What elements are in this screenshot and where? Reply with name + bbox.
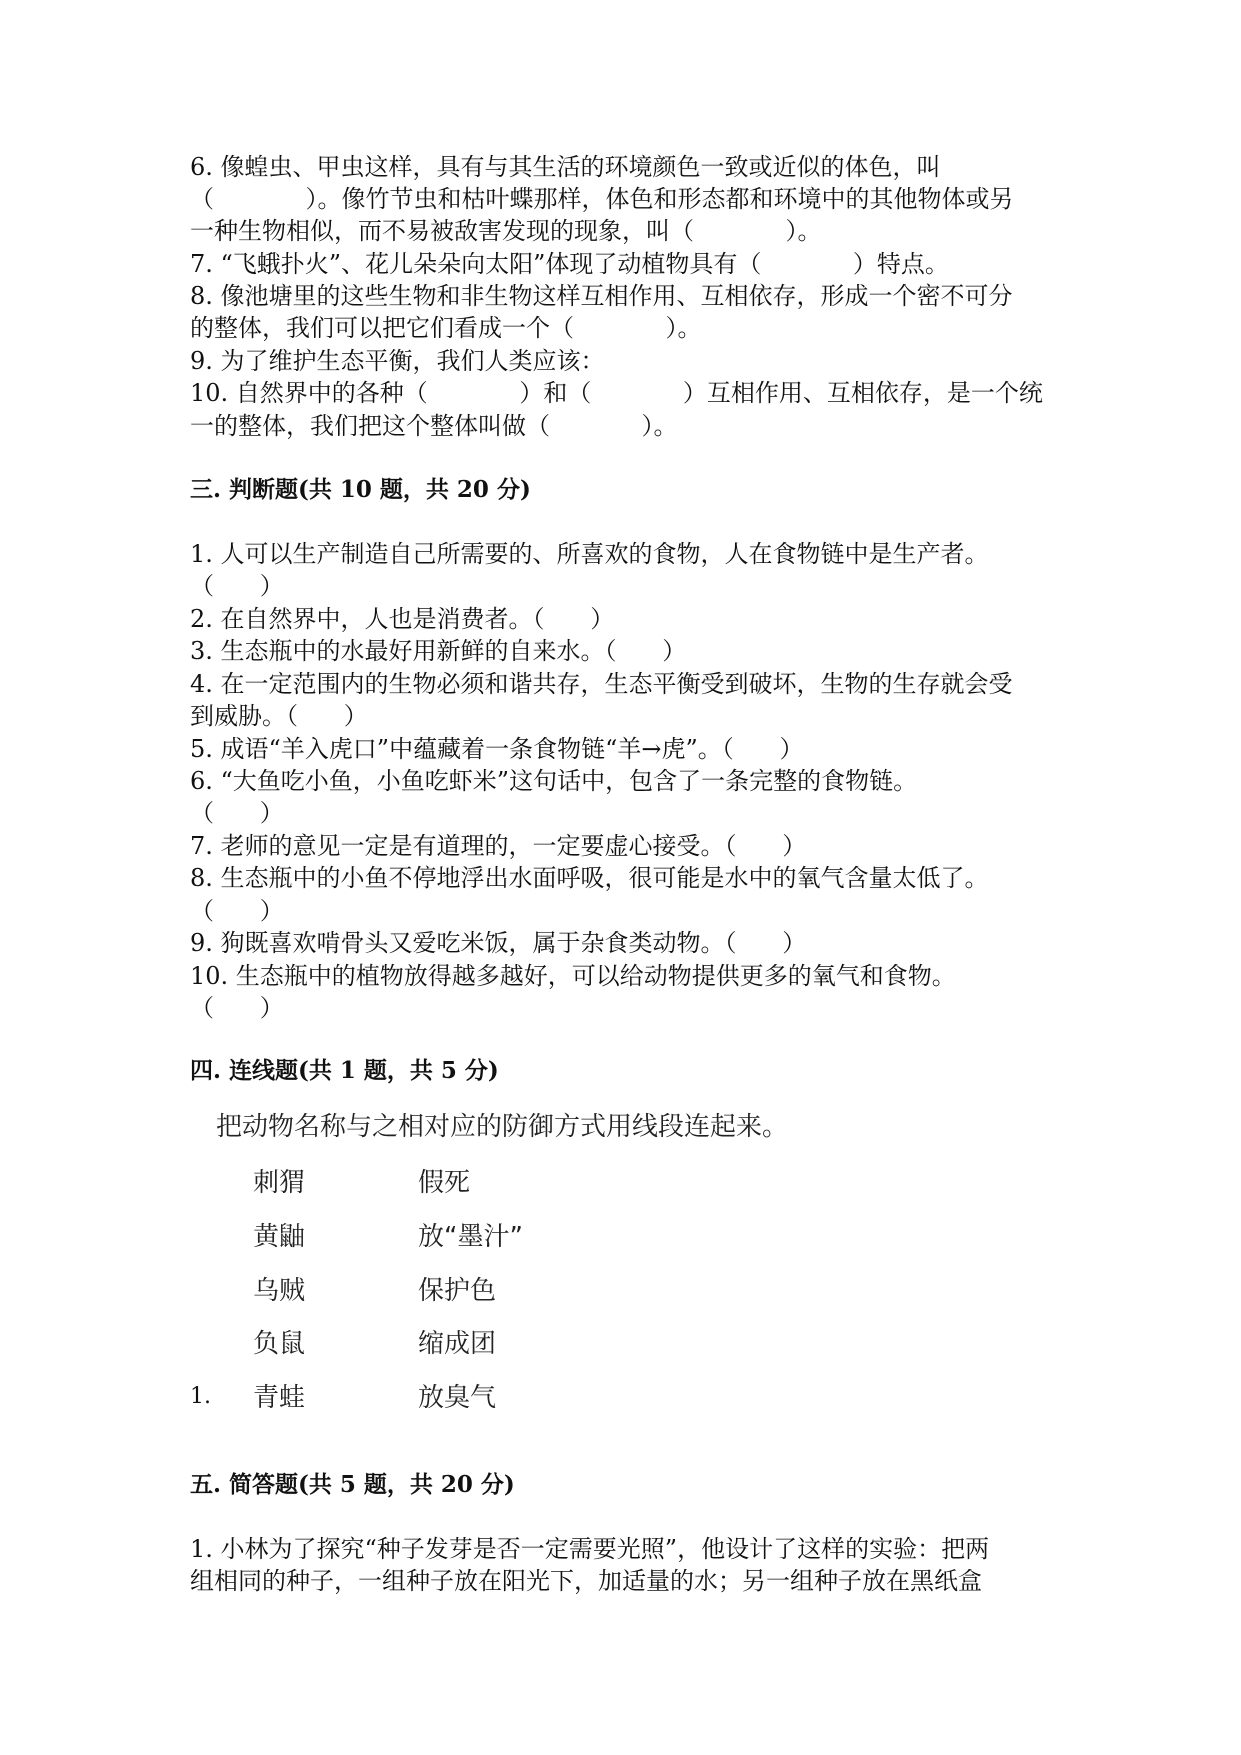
defense-label: 放臭气 (418, 1383, 497, 1413)
animal-label: 乌贼 (253, 1276, 306, 1306)
fill-blank-line: 一的整体，我们把这个整体叫做（ ）。 (190, 412, 678, 440)
defense-label: 假死 (418, 1168, 471, 1198)
judge-line: 1. 人可以生产制造自己所需要的、所喜欢的食物，人在食物链中是生产者。 (190, 540, 989, 568)
defense-label: 缩成团 (418, 1329, 497, 1359)
animal-label: 刺猬 (253, 1168, 306, 1198)
judge-line: （ ） (190, 897, 284, 925)
short-answer-line: 1. 小林为了探究“种子发芽是否一定需要光照”，他设计了这样的实验：把两 (190, 1535, 990, 1563)
judge-line: （ ） (190, 572, 284, 600)
fill-blank-line: 10. 自然界中的各种（ ）和（ ）互相作用、互相依存，是一个统 (190, 379, 1043, 407)
fill-blank-line: 9. 为了维护生态平衡，我们人类应该： (190, 347, 605, 375)
defense-label: 保护色 (418, 1276, 497, 1306)
fill-blank-line: 7. “飞蛾扑火”、花儿朵朵向太阳”体现了动植物具有（ ）特点。 (190, 250, 949, 278)
judge-line: （ ） (190, 994, 284, 1022)
fill-blank-line: 6. 像蝗虫、甲虫这样，具有与其生活的环境颜色一致或近似的体色，叫 (190, 153, 941, 181)
fill-blank-line: 8. 像池塘里的这些生物和非生物这样互相作用、互相依存，形成一个密不可分 (190, 282, 1013, 310)
judge-line: 8. 生态瓶中的小鱼不停地浮出水面呼吸，很可能是水中的氧气含量太低了。 (190, 864, 989, 892)
judge-line: 6. “大鱼吃小鱼，小鱼吃虾米”这句话中，包含了一条完整的食物链。 (190, 767, 918, 795)
fill-blank-line: 一种生物相似，而不易被敌害发现的现象，叫（ ）。 (190, 217, 822, 245)
judge-line: 3. 生态瓶中的水最好用新鲜的自来水。（ ） (190, 637, 687, 665)
judge-line: 9. 狗既喜欢啃骨头又爱吃米饭，属于杂食类动物。（ ） (190, 929, 807, 957)
judge-line: 2. 在自然界中，人也是消费者。（ ） (190, 605, 615, 633)
section-title-short-answer: 五. 简答题(共 5 题，共 20 分) (190, 1471, 515, 1498)
short-answer-line: 组相同的种子，一组种子放在阳光下，加适量的水；另一组种子放在黑纸盒 (190, 1567, 982, 1595)
animal-label: 青蛙 (253, 1383, 306, 1413)
defense-label: 放“墨汁” (418, 1222, 523, 1252)
judge-line: 4. 在一定范围内的生物必须和谐共存，生态平衡受到破坏，生物的生存就会受 (190, 670, 1013, 698)
animal-label: 黄鼬 (253, 1222, 306, 1252)
animal-label: 负鼠 (253, 1329, 306, 1359)
judge-line: （ ） (190, 799, 284, 827)
matching-item-number: 1. (190, 1384, 211, 1409)
fill-blank-line: 的整体，我们可以把它们看成一个（ ）。 (190, 314, 702, 342)
judge-line: 5. 成语“羊入虎口”中蕴藏着一条食物链“羊→虎”。（ ） (190, 735, 804, 763)
judge-line: 10. 生态瓶中的植物放得越多越好，可以给动物提供更多的氧气和食物。 (190, 962, 956, 990)
fill-blank-line: （ ）。像竹节虫和枯叶蝶那样，体色和形态都和环境中的其他物体或另 (190, 185, 1014, 213)
judge-line: 到威胁。（ ） (190, 702, 368, 730)
section-title-matching: 四. 连线题(共 1 题，共 5 分) (190, 1057, 499, 1084)
section-title-judgement: 三. 判断题(共 10 题，共 20 分) (190, 476, 531, 503)
matching-instruction: 把动物名称与之相对应的防御方式用线段连起来。 (216, 1112, 789, 1142)
judge-line: 7. 老师的意见一定是有道理的，一定要虚心接受。（ ） (190, 832, 807, 860)
